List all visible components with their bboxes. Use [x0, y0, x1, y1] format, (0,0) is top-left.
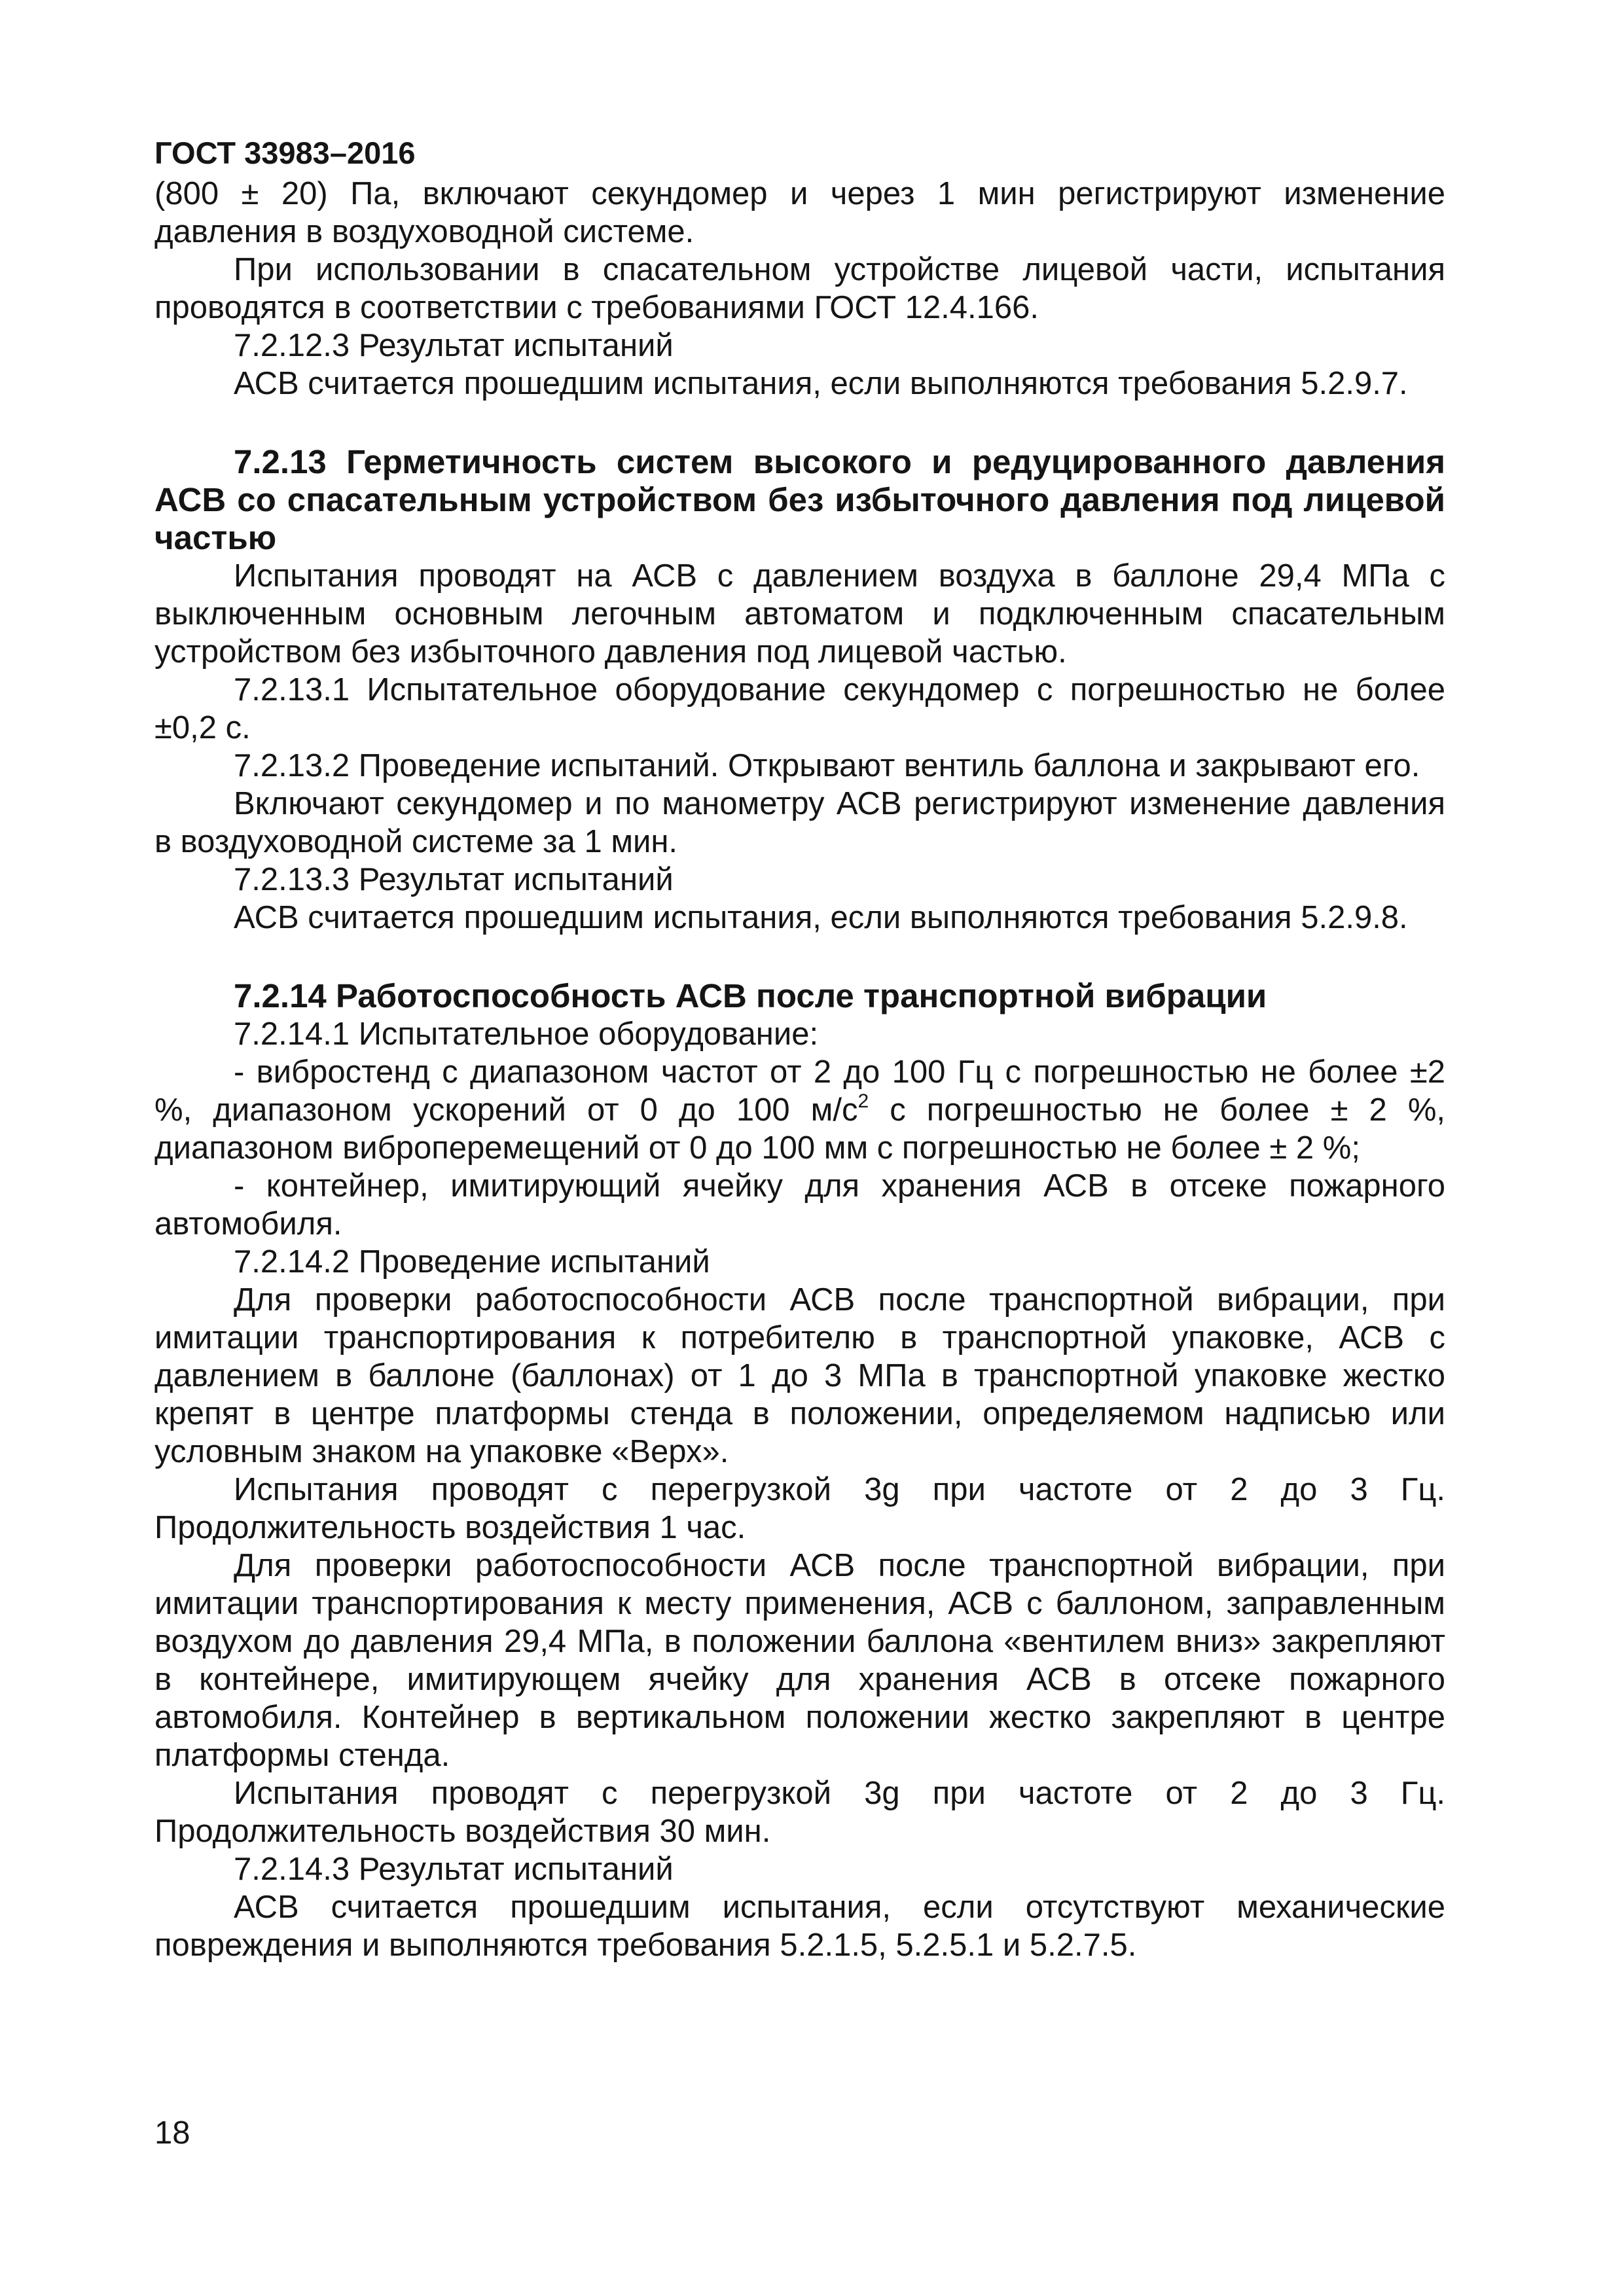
- paragraph: АСВ считается прошедшим испытания, если выполняются требования 5.2.9.7.: [234, 366, 1408, 401]
- paragraph: Испытания проводят с перегрузкой 3g при частоте от 2 до 3 Гц. Продолжительность воздействия 30 мин.: [154, 1776, 1445, 1849]
- paragraph: Испытания проводят с перегрузкой 3g при частоте от 2 до 3 Гц. Продолжительность воздействия 1 час.: [154, 1472, 1445, 1545]
- document-header: ГОСТ 33983–2016: [154, 135, 416, 170]
- clause-7-2-14-1: 7.2.14.1 Испытательное оборудование:: [234, 1016, 819, 1052]
- paragraph: Для проверки работоспособности АСВ после транспортной вибрации, при имитации транспортирования к потребителю в транспортной упаковке, АСВ с давлением в баллоне (баллонах) от 1 до 3 МПа в транспортной упаковке жестко крепят в центре платформы стенда в положении, определяемом надписью или условным знаком на упаковке «Верх».: [154, 1282, 1445, 1469]
- paragraph: При использовании в спасательном устройстве лицевой части, испытания проводятся в соответствии с требованиями ГОСТ 12.4.166.: [154, 252, 1445, 325]
- clause-7-2-14-3: 7.2.14.3 Результат испытаний: [234, 1852, 674, 1887]
- list-item: [154, 1053, 1445, 1167]
- superscript: 2: [857, 1090, 869, 1112]
- paragraph: Для проверки работоспособности АСВ после транспортной вибрации, при имитации транспортирования к месту применения, АСВ с баллоном, заправленным воздухом до давления 29,4 МПа, в положении баллона «вентилем вниз» закрепляют в контейнере, имитирующем ячейку для хранения АСВ в отсеке пожарного автомобиля. Контейнер в вертикальном положении жестко закрепляют в центре платформы стенда.: [154, 1548, 1445, 1773]
- paragraph: Включают секундомер и по манометру АСВ регистрируют изменение давления в воздуховодной системе за 1 мин.: [154, 786, 1445, 859]
- page-number: 18: [154, 2115, 190, 2151]
- paragraph: (800 ± 20) Па, включают секундомер и через 1 мин регистрируют изменение давления в воздуховодной системе.: [154, 176, 1445, 249]
- paragraph: АСВ считается прошедшим испытания, если выполняются требования 5.2.9.8.: [234, 900, 1408, 935]
- list-item-text: - вибростенд с диапазоном частот от 2 до 100 Гц с погрешностью не более ±2 %, диапазоном ускорений от 0 до 100 м/с: [154, 1054, 1445, 1128]
- clause-7-2-13-1: 7.2.13.1 Испытательное оборудование секундомер с погрешностью не более ±0,2 с.: [154, 672, 1445, 745]
- document-page: [154, 134, 1445, 1964]
- paragraph: Испытания проводят на АСВ с давлением воздуха в баллоне 29,4 МПа с выключенным основным легочным автоматом и подключенным спасательным устройством без избыточного давления под лицевой частью.: [154, 558, 1445, 670]
- clause-7-2-13-3: 7.2.13.3 Результат испытаний: [234, 862, 674, 897]
- list-item: - контейнер, имитирующий ячейку для хранения АСВ в отсеке пожарного автомобиля.: [154, 1168, 1445, 1242]
- clause-7-2-14-2: 7.2.14.2 Проведение испытаний: [234, 1244, 710, 1280]
- clause-7-2-12-3: 7.2.12.3 Результат испытаний: [234, 328, 674, 363]
- list-item-text: с погрешностью не более ± 2 %, диапазоном виброперемещений от 0 до 100 мм с погрешностью не более ± 2 %;: [154, 1092, 1445, 1166]
- section-heading-7-2-13: 7.2.13 Герметичность систем высокого и редуцированного давления АСВ со спасательным устройством без избыточного давления под лицевой частью: [154, 443, 1445, 556]
- section-heading-7-2-14: 7.2.14 Работоспособность АСВ после транспортной вибрации: [234, 977, 1267, 1014]
- clause-7-2-13-2: 7.2.13.2 Проведение испытаний. Открывают вентиль баллона и закрывают его.: [234, 748, 1420, 783]
- paragraph: АСВ считается прошедшим испытания, если отсутствуют механические повреждения и выполняются требования 5.2.1.5, 5.2.5.1 и 5.2.7.5.: [154, 1890, 1445, 1963]
